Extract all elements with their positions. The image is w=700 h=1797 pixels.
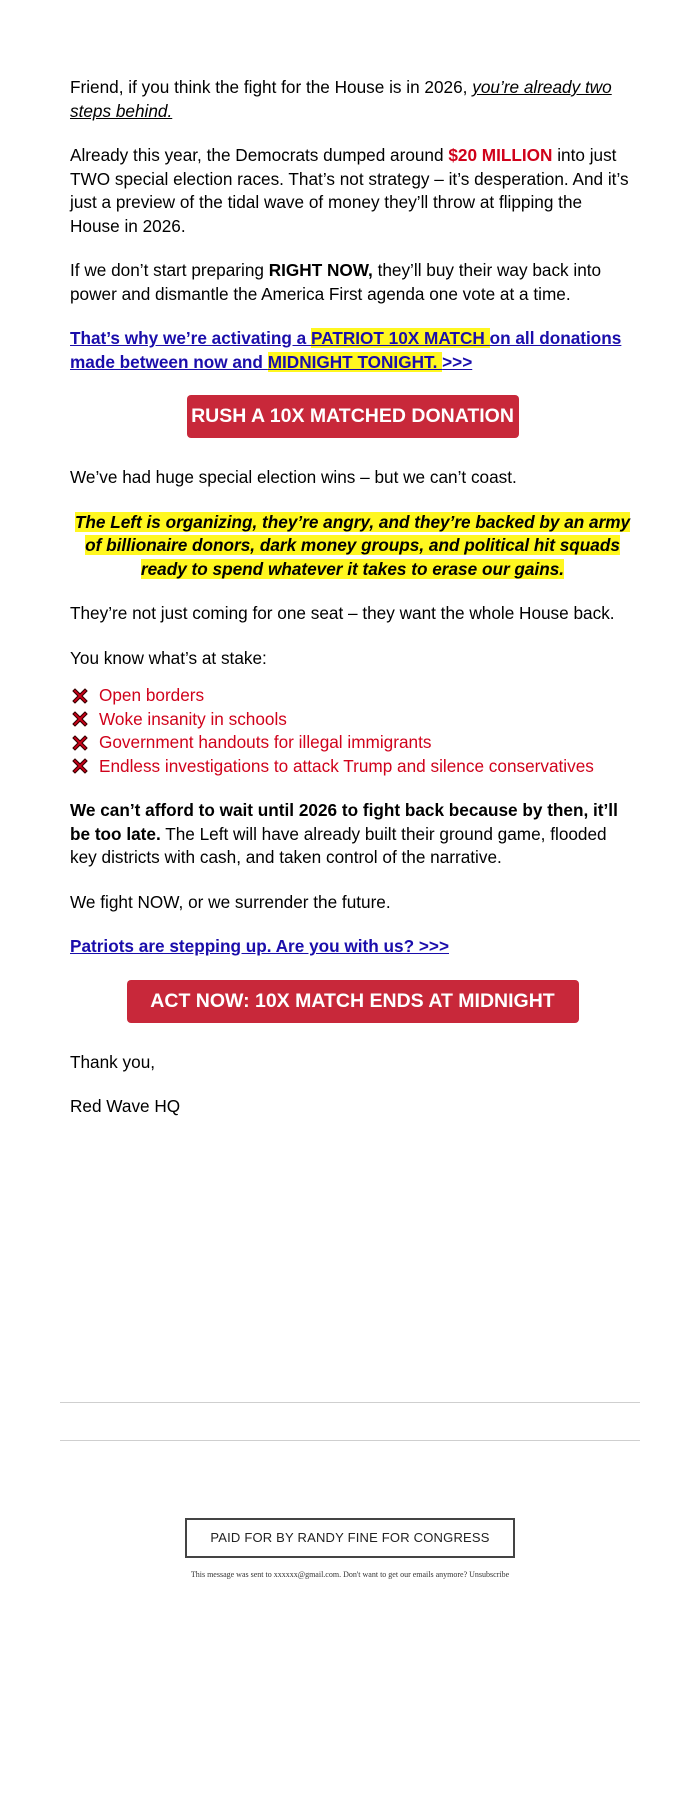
email-body [70, 76, 635, 1140]
democrats-spending-paragraph: Already this year, the Democrats dumped around $20 MILLION into just TWO special election races. That’s not strategy – it’s desperation. And it’s just a preview of the tidal wave of money they’ll throw at flipping the House in 2026. [70, 145, 629, 236]
amount-highlight: $20 MILLION [448, 145, 553, 165]
whole-house-paragraph: They’re not just coming for one seat – they want the whole House back. [70, 603, 615, 623]
footer-divider-top [60, 1402, 640, 1403]
highlighted-quote: The Left is organizing, they’re angry, and they’re backed by an army of billionaire donors, dark money groups, and political hit squads ready to spend whatever it takes to erase our gains. [74, 511, 631, 579]
list-item: Government handouts for illegal immigrants [70, 731, 635, 755]
special-election-paragraph: We’ve had huge special election wins – but we can’t coast. [70, 467, 517, 487]
cant-wait-paragraph: We can’t afford to wait until 2026 to fight back because by then, it’ll be too late. The Left will have already built their ground game, flooded key districts with cash, and taken control of the narrative. [70, 800, 618, 867]
right-now-paragraph: If we don’t start preparing RIGHT NOW, they’ll buy their way back into power and dismantle the America First agenda one vote at a time. [70, 260, 602, 304]
right-now-strong: RIGHT NOW, [268, 260, 373, 280]
list-item: Open borders [70, 684, 635, 708]
cross-mark-icon [70, 686, 90, 706]
intro-emphasis: you’re already two steps behind. [70, 77, 612, 121]
cross-mark-icon [70, 709, 90, 729]
list-item: Woke insanity in schools [70, 708, 635, 732]
stakes-intro: You know what’s at stake: [70, 647, 267, 668]
signature: Red Wave HQ [70, 1096, 181, 1116]
act-now-button-wrap [70, 980, 635, 1023]
list-item: Endless investigations to attack Trump and silence conservatives [70, 755, 635, 779]
donate-button-wrap [70, 395, 635, 438]
patriots-link[interactable]: Patriots are stepping up. Are you with us? >>> [70, 936, 449, 956]
match-link-paragraph [70, 327, 635, 374]
footer-divider-bottom [60, 1440, 640, 1441]
intro-paragraph: Friend, if you think the fight for the House is in 2026, you’re already two steps behind. [70, 77, 612, 121]
stakes-list [70, 684, 635, 778]
rush-donation-button[interactable]: RUSH A 10X MATCHED DONATION [187, 395, 519, 438]
unsubscribe-notice[interactable]: This message was sent to xxxxxx@gmail.com. Don't want to get our emails anymore? Unsubscribe [190, 1570, 510, 1579]
closing-text: Thank you, [70, 1051, 156, 1072]
cross-mark-icon [70, 733, 90, 753]
patriot-match-link[interactable]: That’s why we’re activating a PATRIOT 10X MATCH on all donations made between now and MIDNIGHT TONIGHT. >>> [70, 328, 622, 372]
cross-mark-icon [70, 756, 90, 776]
paid-for-disclaimer: PAID FOR BY RANDY FINE FOR CONGRESS [185, 1518, 515, 1558]
act-now-button[interactable]: ACT NOW: 10X MATCH ENDS AT MIDNIGHT [127, 980, 579, 1023]
fight-now-paragraph: We fight NOW, or we surrender the future. [70, 891, 391, 912]
patriots-link-paragraph [70, 935, 635, 959]
